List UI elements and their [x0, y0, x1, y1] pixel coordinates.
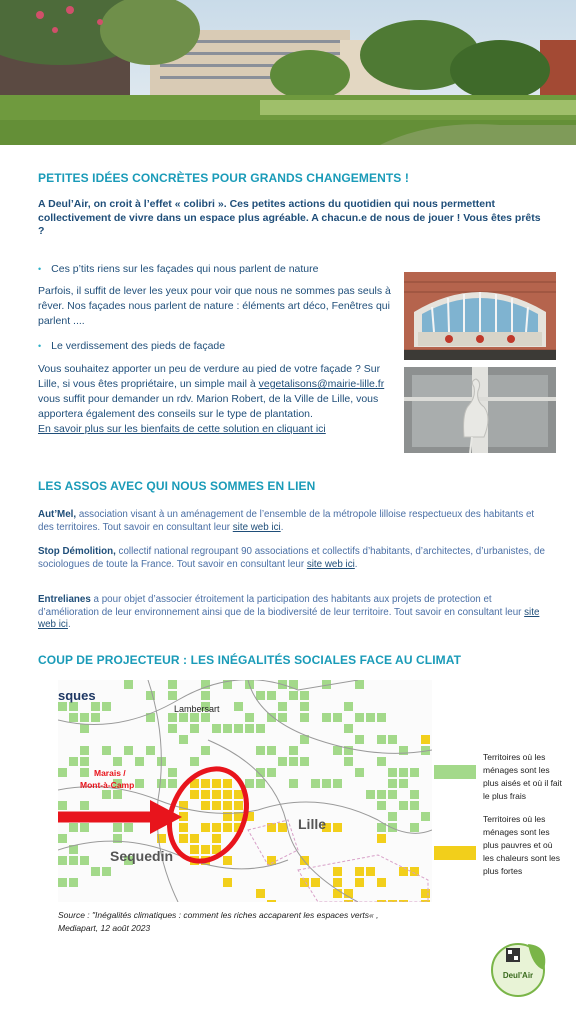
- map-cell: [168, 724, 177, 733]
- map-cell: [410, 801, 419, 810]
- map-cell: [223, 779, 232, 788]
- map-cell: [267, 823, 276, 832]
- map-cell: [399, 779, 408, 788]
- map-cell: [256, 724, 265, 733]
- map-cell: [212, 724, 221, 733]
- map-cell: [58, 856, 67, 865]
- map-cell: [289, 746, 298, 755]
- map-label-marais: Marais /: [94, 768, 126, 778]
- map-label-sques: sques: [58, 688, 96, 703]
- map-cell: [355, 867, 364, 876]
- map-cell: [168, 768, 177, 777]
- map-cell: [333, 823, 342, 832]
- map-cell: [146, 746, 155, 755]
- map-cell: [190, 845, 199, 854]
- map-cell: [421, 735, 430, 744]
- map-cell: [388, 790, 397, 799]
- map-cell: [201, 790, 210, 799]
- map-cell: [388, 779, 397, 788]
- asso-end: .: [354, 558, 358, 570]
- map-cell: [245, 713, 254, 722]
- map-label-mont-a-camp: Mont-à-Camp: [80, 780, 135, 790]
- map-cell: [410, 790, 419, 799]
- map-cell: [300, 757, 309, 766]
- map-cell: [212, 823, 221, 832]
- greening-text-a: Vous souhaitez apporter un peu de verdure au pied de votre façade ? Sur Lille, si vous êtes propriétaire, un simple mail à: [38, 363, 381, 390]
- art-deco-facade-photo: [404, 272, 556, 360]
- map-cell: [388, 823, 397, 832]
- map-cell: [69, 702, 78, 711]
- facades-paragraph: Parfois, il suffit de lever les yeux pour voir que nous ne sommes pas seuls à rêver. Nos façades nous parlent de nature : éléments art déco, Fenêtres qui parlent ....: [38, 285, 391, 327]
- map-cell: [201, 845, 210, 854]
- asso-name: Aut’Mel,: [38, 509, 77, 520]
- map-cell: [333, 746, 342, 755]
- map-cell: [179, 834, 188, 843]
- map-cell: [58, 834, 67, 843]
- climate-inequality-map: [58, 680, 432, 902]
- asso-stop-demolition: [38, 546, 548, 571]
- map-cell: [91, 702, 100, 711]
- map-cell: [311, 779, 320, 788]
- hero-garden-photo: [0, 0, 576, 145]
- map-cell: [157, 779, 166, 788]
- map-cell: [344, 702, 353, 711]
- asso-end: .: [67, 619, 71, 630]
- map-cell: [212, 779, 221, 788]
- map-cell: [124, 680, 133, 689]
- map-cell: [289, 779, 298, 788]
- map-cell: [58, 768, 67, 777]
- legend-text-green: Territoires où les ménages sont les plus aisés et où il fait le plus frais: [483, 752, 562, 801]
- heron-window-photo: [404, 367, 556, 453]
- section-title-inequalities: COUP DE PROJECTEUR : LES INÉGALITÉS SOCIALES FACE AU CLIMAT: [38, 653, 462, 667]
- map-cell: [168, 680, 177, 689]
- map-cell: [377, 757, 386, 766]
- map-cell: [201, 713, 210, 722]
- map-cell: [102, 790, 111, 799]
- map-cell: [388, 735, 397, 744]
- map-cell: [113, 757, 122, 766]
- asso-link[interactable]: site web ici: [232, 521, 281, 533]
- bullet-greening: [38, 340, 225, 352]
- map-cell: [69, 856, 78, 865]
- map-label-lambersart: Lambersart: [174, 704, 220, 714]
- deulair-logo: [488, 936, 552, 1000]
- legend-text-yellow: Territoires où les ménages sont les plus pauvres et où les chaleurs sont les plus fortes: [483, 814, 561, 876]
- map-cell: [410, 823, 419, 832]
- map-cell: [322, 713, 331, 722]
- map-cell: [289, 680, 298, 689]
- asso-text: collectif national regroupant 90 associations et collectifs d’habitants, d’architectes, d’urbanistes, de sociologues de toute la France. Tout savoir en consultant leur: [38, 546, 545, 570]
- map-cell: [91, 713, 100, 722]
- map-cell: [421, 812, 430, 821]
- map-cell: [201, 823, 210, 832]
- map-cell: [80, 768, 89, 777]
- map-cell: [201, 779, 210, 788]
- map-cell: [289, 691, 298, 700]
- map-cell: [399, 801, 408, 810]
- map-cell: [256, 779, 265, 788]
- map-cell: [377, 878, 386, 887]
- map-cell: [124, 823, 133, 832]
- map-cell: [355, 680, 364, 689]
- map-cell: [168, 779, 177, 788]
- map-cell: [212, 834, 221, 843]
- map-cell: [377, 801, 386, 810]
- map-cell: [179, 735, 188, 744]
- map-cell: [80, 823, 89, 832]
- legend-swatch-green: [434, 765, 476, 779]
- section-title-assos: LES ASSOS AVEC QUI NOUS SOMMES EN LIEN: [38, 479, 316, 493]
- map-cell: [355, 735, 364, 744]
- asso-name: Stop Démolition,: [38, 546, 116, 557]
- map-cell: [366, 790, 375, 799]
- map-source-citation: Source : "Inégalités climatiques : comment les riches accaparent les espaces verts« , Mediapart, 12 août 2023: [58, 910, 379, 933]
- map-cell: [69, 878, 78, 887]
- map-cell: [267, 900, 276, 902]
- map-cell: [80, 757, 89, 766]
- map-cell: [256, 768, 265, 777]
- svg-text:Deul'Air: Deul'Air: [502, 971, 534, 980]
- map-cell: [91, 867, 100, 876]
- map-cell: [366, 867, 375, 876]
- asso-text: association visant à un aménagement de l’ensemble de la métropole lilloise respectueux des habitants et des territoires. Tout savoir en consultant leur: [38, 509, 535, 533]
- map-cell: [267, 713, 276, 722]
- map-cell: [333, 713, 342, 722]
- bullet-dot: •: [38, 264, 42, 274]
- map-cell: [234, 724, 243, 733]
- map-cell: [69, 823, 78, 832]
- map-cell: [300, 713, 309, 722]
- bullet-facades-label: Ces p’tits riens sur les façades qui nous parlent de nature: [51, 263, 319, 275]
- asso-name: Entrelianes: [38, 594, 91, 605]
- map-cell: [223, 823, 232, 832]
- map-cell: [333, 779, 342, 788]
- map-cell: [245, 724, 254, 733]
- map-cell: [267, 691, 276, 700]
- map-cell: [102, 702, 111, 711]
- map-cell: [245, 779, 254, 788]
- map-cell: [168, 691, 177, 700]
- map-cell: [212, 801, 221, 810]
- map-cell: [256, 746, 265, 755]
- map-cell: [377, 834, 386, 843]
- map-cell: [377, 735, 386, 744]
- map-cell: [234, 790, 243, 799]
- map-cell: [168, 713, 177, 722]
- bullet-greening-label: Le verdissement des pieds de façade: [51, 340, 226, 352]
- map-cell: [58, 702, 67, 711]
- map-cell: [179, 823, 188, 832]
- map-cell: [410, 768, 419, 777]
- map-cell: [201, 801, 210, 810]
- map-cell: [190, 757, 199, 766]
- map-cell: [300, 878, 309, 887]
- map-cell: [212, 790, 221, 799]
- map-cell: [399, 768, 408, 777]
- map-cell: [234, 801, 243, 810]
- map-cell: [311, 878, 320, 887]
- intro-paragraph: A Deul’Air, on croit à l’effet « colibri ». Ces petites actions du quotidien qui nous permettent collectivement de vivre dans un espace plus agréable. A chacun.e de nous de jouer ! Vous êtes prêts ?: [38, 198, 541, 237]
- map-cell: [190, 713, 199, 722]
- map-cell: [366, 713, 375, 722]
- greening-paragraph: [38, 362, 398, 437]
- map-cell: [278, 713, 287, 722]
- legend-swatch-yellow: [434, 846, 476, 860]
- map-cell: [256, 889, 265, 898]
- map-cell: [58, 878, 67, 887]
- learn-more-link[interactable]: En savoir plus sur les bienfaits de cette solution en cliquant ici: [38, 423, 326, 435]
- map-cell: [377, 790, 386, 799]
- map-cell: [388, 812, 397, 821]
- map-cell: [223, 878, 232, 887]
- bullet-dot: •: [38, 341, 42, 351]
- map-cell: [223, 856, 232, 865]
- map-cell: [355, 768, 364, 777]
- map-label-lille: Lille: [298, 816, 327, 832]
- map-label-sequedin: Sequedin: [110, 848, 174, 864]
- greening-text-b: vous suffit pour demander un rdv. Marion Robert, de la Ville de Lille, vous apportera également des conseils sur le type de plantation.: [38, 393, 379, 420]
- map-cell: [201, 746, 210, 755]
- map-cell: [267, 746, 276, 755]
- map-cell: [278, 702, 287, 711]
- map-cell: [333, 867, 342, 876]
- map-cell: [135, 757, 144, 766]
- map-cell: [421, 889, 430, 898]
- map-cell: [344, 757, 353, 766]
- map-cell: [69, 757, 78, 766]
- map-cell: [102, 746, 111, 755]
- map-cell: [80, 856, 89, 865]
- map-cell: [190, 834, 199, 843]
- map-cell: [300, 691, 309, 700]
- map-cell: [124, 746, 133, 755]
- email-link[interactable]: vegetalisons@mairie-lille.fr: [258, 378, 385, 390]
- map-cell: [80, 801, 89, 810]
- map-cell: [179, 713, 188, 722]
- map-cell: [58, 801, 67, 810]
- map-cell: [399, 867, 408, 876]
- map-cell: [190, 790, 199, 799]
- map-cell: [80, 746, 89, 755]
- map-cell: [113, 823, 122, 832]
- asso-link[interactable]: site web ici: [38, 606, 540, 630]
- map-cell: [113, 790, 122, 799]
- map-cell: [289, 757, 298, 766]
- asso-entrelianes: [38, 594, 548, 632]
- map-cell: [201, 691, 210, 700]
- map-cell: [267, 768, 276, 777]
- map-cell: [355, 713, 364, 722]
- section-title-ideas: PETITES IDÉES CONCRÈTES POUR GRANDS CHANGEMENTS !: [38, 171, 409, 185]
- asso-text: a pour objet d’associer étroitement la participation des habitants aux projets de protection et d’amélioration de leur environnement ainsi que de la biodiversité de leur territoire. Tout savoir en consultant leur: [38, 594, 525, 618]
- map-cell: [190, 724, 199, 733]
- asso-autmel: [38, 509, 548, 534]
- map-cell: [278, 757, 287, 766]
- map-cell: [223, 790, 232, 799]
- map-cell: [69, 713, 78, 722]
- map-cell: [223, 801, 232, 810]
- map-cell: [80, 713, 89, 722]
- map-cell: [300, 702, 309, 711]
- bullet-facades: [38, 263, 318, 275]
- map-cell: [355, 878, 364, 887]
- map-cell: [333, 878, 342, 887]
- map-cell: [256, 691, 265, 700]
- map-cell: [278, 823, 287, 832]
- map-cell: [322, 779, 331, 788]
- map-cell: [135, 779, 144, 788]
- map-cell: [80, 724, 89, 733]
- map-cell: [201, 680, 210, 689]
- map-cell: [234, 702, 243, 711]
- asso-end: .: [280, 521, 284, 533]
- map-cell: [223, 724, 232, 733]
- map-cell: [388, 768, 397, 777]
- asso-link[interactable]: site web ici: [306, 558, 355, 570]
- map-cell: [344, 724, 353, 733]
- map-cell: [102, 867, 111, 876]
- map-cell: [377, 713, 386, 722]
